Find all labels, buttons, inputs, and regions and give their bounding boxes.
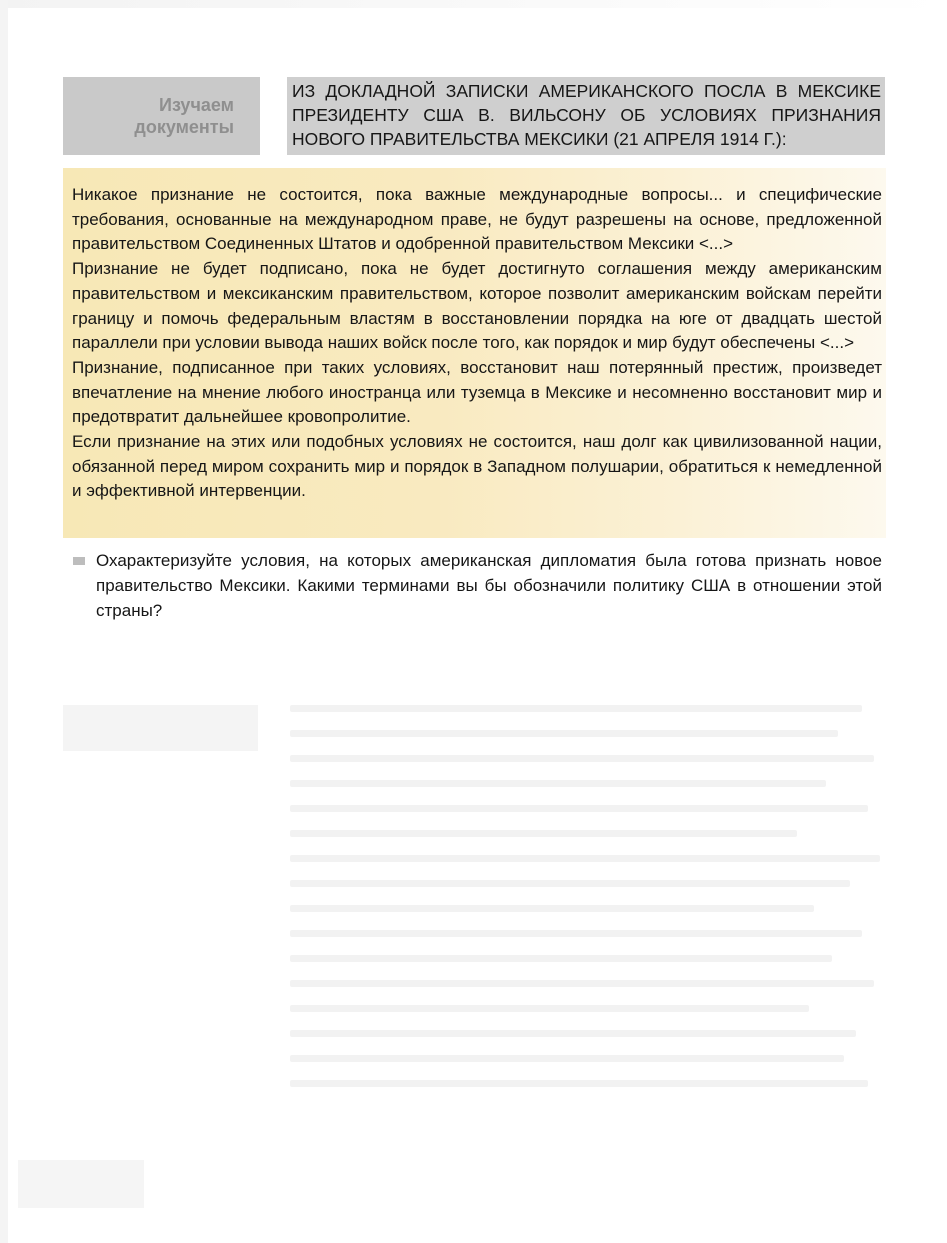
excerpt-paragraph: Признание не будет подписано, пока не будет достигнуто соглашения между американским правительством и мексиканским правительством, которое позволит американским войскам перейти границу и помочь федеральным властям в восстановлении порядка на юге от двадцать шестой параллели при условии вывода наших войск после того, как порядок и мир будут обеспечены <...> — [72, 259, 882, 353]
excerpt-paragraph: Признание, подписанное при таких условиях, восстановит наш потерянный престиж, произведет впечатление на мнение любого иностранца или туземца в Мексике и несомненно восстановит мир и предотвратит дальнейшее кровопролитие. — [72, 357, 882, 427]
bleed-through-footer — [18, 1160, 144, 1208]
page-edge-left — [0, 0, 8, 1243]
bleed-through-text — [290, 705, 886, 1105]
section-label — [63, 77, 260, 155]
section-label-line1: Изучаем — [159, 95, 234, 115]
question-block — [72, 548, 882, 623]
page-edge-top — [0, 0, 947, 8]
section-label-line2: документы — [134, 117, 234, 137]
document-title: ИЗ ДОКЛАДНОЙ ЗАПИСКИ АМЕРИКАНСКОГО ПОСЛА В МЕКСИКЕ ПРЕЗИДЕНТУ США В. ВИЛЬСОНУ ОБ УСЛОВИЯХ ПРИЗНАНИЯ НОВОГО ПРАВИТЕЛЬСТВА МЕКСИКИ (21 АПРЕЛЯ 1914 Г.): — [287, 77, 885, 155]
excerpt-paragraph: Если признание на этих или подобных условиях не состоится, наш долг как цивилизованной нации, обязанной перед миром сохранить мир и порядок в Западном полушарии, обратиться к немедленной и эффективной интервенции. — [72, 432, 882, 501]
excerpt-paragraph: Никакое признание не состоится, пока важные международные вопросы... и специфические требования, основанные на международном праве, не будут разрешены на основе, предложенной правительством Соединенных Штатов и одобренной правительством Мексики <...> — [72, 185, 882, 254]
square-bullet-icon — [73, 557, 85, 565]
bleed-through-box — [63, 705, 258, 751]
document-excerpt — [72, 183, 882, 504]
question-text: Охарактеризуйте условия, на которых американская дипломатия была готова признать новое правительство Мексики. Какими терминами вы бы обозначили политику США в отношении этой страны? — [96, 551, 882, 620]
